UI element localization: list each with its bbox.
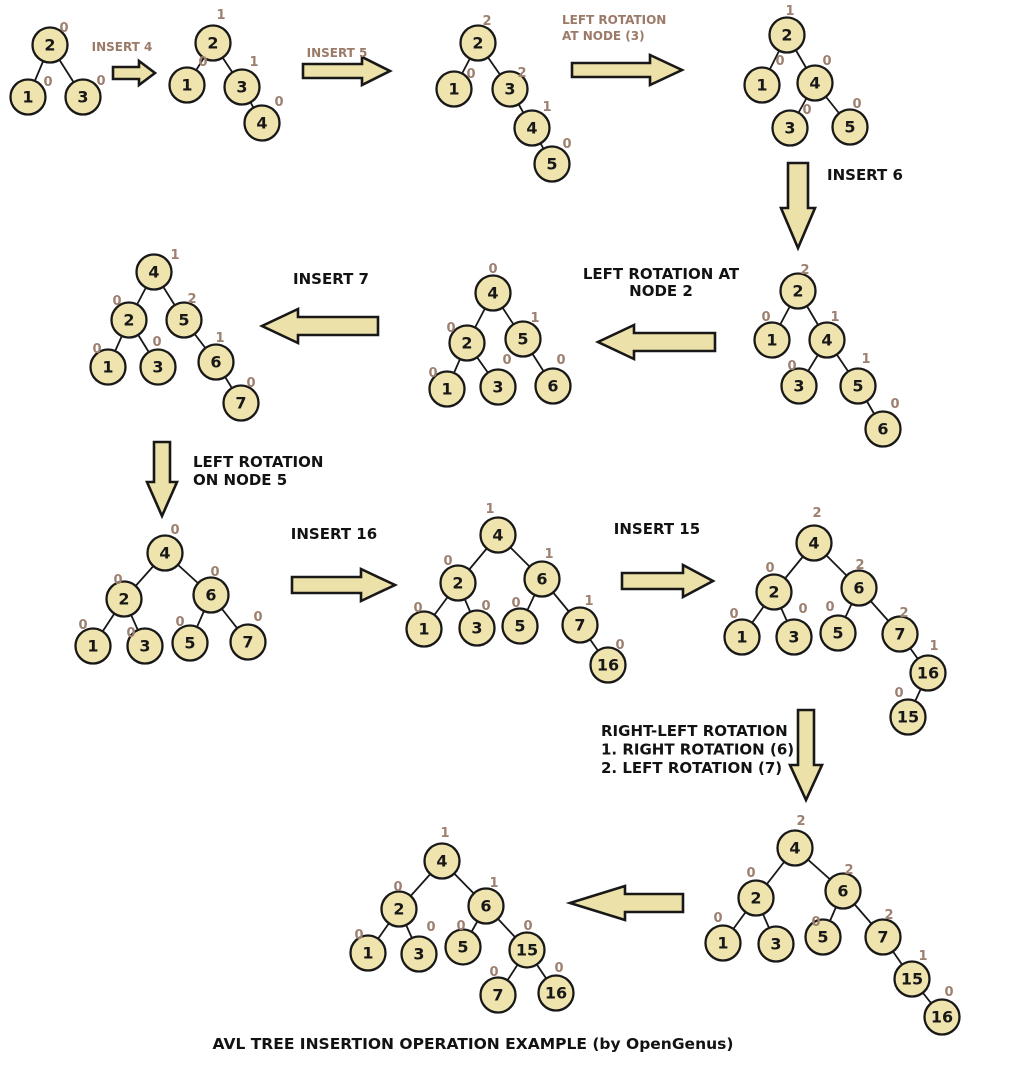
- arrow-insert-5: [303, 46, 390, 85]
- arrow-label: INSERT 15: [613, 520, 701, 538]
- node-value: 2: [393, 899, 405, 919]
- node-value: 3: [788, 627, 800, 647]
- balance-factor: 0: [246, 376, 256, 391]
- block-arrow: [570, 886, 683, 920]
- node-value: 6: [877, 419, 889, 439]
- balance-factor: 0: [489, 965, 499, 980]
- node-value: 16: [544, 983, 568, 1003]
- node-value: 2: [781, 25, 793, 45]
- node-value: 4: [821, 330, 833, 350]
- arrow-label: 1. RIGHT ROTATION (6): [601, 740, 795, 759]
- balance-factor: 1: [929, 639, 939, 654]
- arrow-to-final: [570, 886, 683, 920]
- balance-factor: 0: [729, 607, 739, 622]
- node-value: 4: [789, 838, 801, 858]
- node-value: 4: [808, 533, 820, 553]
- node-value: 5: [844, 117, 856, 137]
- tree-11-after-right-rotation: [706, 814, 960, 1035]
- node-value: 4: [526, 118, 538, 138]
- balance-factor: 2: [844, 863, 854, 878]
- arrow-label: INSERT 4: [91, 40, 153, 54]
- balance-factor: 0: [426, 920, 436, 935]
- node-value: 3: [492, 377, 504, 397]
- node-value: 6: [480, 896, 492, 916]
- tree-12-final: [351, 826, 574, 1013]
- balance-factor: 0: [393, 880, 403, 895]
- tree-3-after-insert-5: [437, 14, 572, 182]
- arrow-insert-16: [291, 525, 395, 601]
- balance-factor: 0: [502, 353, 512, 368]
- balance-factor: 0: [481, 599, 491, 614]
- node-value: 4: [492, 525, 504, 545]
- balance-factor: 1: [530, 311, 540, 326]
- node-value: 5: [832, 623, 844, 643]
- node-value: 4: [809, 73, 821, 93]
- node-value: 7: [235, 393, 247, 413]
- balance-factor: 0: [765, 561, 775, 576]
- balance-factor: 2: [796, 814, 806, 829]
- balance-factor: 0: [944, 985, 954, 1000]
- node-value: 5: [817, 927, 829, 947]
- balance-factor: 0: [253, 610, 263, 625]
- balance-factor: 0: [152, 335, 162, 350]
- balance-factor: 2: [899, 606, 909, 621]
- balance-factor: 0: [890, 397, 900, 412]
- node-value: 3: [413, 944, 425, 964]
- node-value: 6: [205, 585, 217, 605]
- node-value: 2: [207, 33, 219, 53]
- balance-factor: 2: [800, 263, 810, 278]
- balance-factor: 0: [787, 359, 797, 374]
- tree-7-after-insert-7: [91, 248, 259, 421]
- node-value: 4: [148, 262, 160, 282]
- node-value: 1: [756, 75, 768, 95]
- node-value: 3: [784, 118, 796, 138]
- block-arrow: [262, 309, 378, 343]
- node-value: 5: [184, 633, 196, 653]
- block-arrow: [572, 55, 682, 85]
- arrow-insert-6: [781, 163, 903, 248]
- balance-factor: 0: [446, 321, 456, 336]
- node-value: 6: [547, 376, 559, 396]
- node-value: 6: [536, 569, 548, 589]
- balance-factor: 0: [798, 602, 808, 617]
- node-value: 1: [181, 75, 193, 95]
- arrow-insert-7: [262, 270, 378, 343]
- tree-4-after-left-rotation-node-3: [745, 4, 868, 146]
- arrow-right-left-rotation: [601, 710, 822, 800]
- node-value: 1: [736, 627, 748, 647]
- node-value: 6: [853, 578, 865, 598]
- node-value: 7: [894, 624, 906, 644]
- balance-factor: 1: [216, 8, 226, 23]
- balance-factor: 2: [517, 66, 527, 81]
- balance-factor: 0: [554, 961, 564, 976]
- node-value: 1: [418, 619, 430, 639]
- node-value: 4: [256, 113, 268, 133]
- node-value: 7: [492, 985, 504, 1005]
- node-value: 2: [750, 888, 762, 908]
- node-value: 2: [472, 33, 484, 53]
- node-value: 4: [436, 851, 448, 871]
- arrow-label: NODE 2: [629, 282, 693, 300]
- arrow-label: AT NODE (3): [562, 29, 645, 43]
- arrow-left-rotation-node-2: [583, 265, 740, 359]
- arrow-label: INSERT 5: [306, 46, 368, 60]
- balance-factor: 0: [852, 97, 862, 112]
- node-value: 6: [210, 352, 222, 372]
- balance-factor: 0: [825, 600, 835, 615]
- node-value: 1: [441, 379, 453, 399]
- node-value: 16: [930, 1007, 954, 1027]
- block-arrow: [622, 565, 713, 597]
- node-value: 6: [837, 881, 849, 901]
- balance-factor: 0: [210, 565, 220, 580]
- balance-factor: 0: [112, 294, 122, 309]
- node-value: 5: [517, 329, 529, 349]
- block-arrow: [147, 442, 177, 516]
- balance-factor: 2: [187, 292, 197, 307]
- node-value: 5: [852, 376, 864, 396]
- balance-factor: 0: [562, 137, 572, 152]
- tree-8-after-left-rotation-node-5: [76, 523, 266, 664]
- balance-factor: 0: [43, 75, 53, 90]
- node-value: 2: [768, 582, 780, 602]
- balance-factor: 0: [198, 55, 208, 70]
- node-value: 1: [448, 79, 460, 99]
- tree-5-after-insert-6: [755, 263, 901, 447]
- node-value: 5: [178, 310, 190, 330]
- block-arrow: [598, 325, 715, 359]
- node-value: 3: [793, 376, 805, 396]
- node-value: 15: [515, 940, 539, 960]
- node-value: 3: [770, 934, 782, 954]
- node-value: 15: [896, 707, 920, 727]
- tree-10-after-insert-15: [725, 506, 946, 735]
- balance-factor: 1: [785, 4, 795, 19]
- arrow-label: INSERT 16: [290, 525, 378, 543]
- node-value: 4: [159, 543, 171, 563]
- balance-factor: 0: [802, 103, 812, 118]
- balance-factor: 0: [523, 919, 533, 934]
- node-value: 15: [900, 969, 924, 989]
- balance-factor: 1: [861, 352, 871, 367]
- balance-factor: 1: [584, 594, 594, 609]
- balance-factor: 0: [466, 67, 476, 82]
- node-value: 16: [916, 663, 940, 683]
- node-value: 1: [87, 636, 99, 656]
- balance-factor: 2: [812, 506, 822, 521]
- tree-2-after-insert-4: [170, 8, 284, 141]
- balance-factor: 0: [428, 366, 438, 381]
- balance-factor: 1: [918, 949, 928, 964]
- balance-factor: 0: [811, 915, 821, 930]
- balance-factor: 0: [96, 74, 106, 89]
- balance-factor: 0: [274, 95, 284, 110]
- node-value: 1: [22, 87, 34, 107]
- tree-9-after-insert-16: [407, 502, 626, 683]
- balance-factor: 0: [170, 523, 180, 538]
- balance-factor: 0: [761, 310, 771, 325]
- balance-factor: 1: [542, 100, 552, 115]
- block-arrow: [781, 163, 815, 248]
- block-arrow: [113, 61, 155, 85]
- node-value: 1: [362, 943, 374, 963]
- node-value: 4: [487, 283, 499, 303]
- arrow-left-rotation-node-5: [147, 442, 323, 516]
- balance-factor: 0: [78, 618, 88, 633]
- balance-factor: 0: [894, 686, 904, 701]
- node-value: 3: [471, 618, 483, 638]
- node-value: 1: [717, 933, 729, 953]
- node-value: 2: [123, 310, 135, 330]
- balance-factor: 1: [485, 502, 495, 517]
- node-value: 1: [102, 357, 114, 377]
- balance-factor: 1: [544, 547, 554, 562]
- balance-factor: 1: [440, 826, 450, 841]
- node-value: 5: [514, 616, 526, 636]
- arrow-insert-15: [614, 520, 713, 597]
- arrow-left-rotation-node-3: [562, 13, 682, 85]
- balance-factor: 0: [713, 911, 723, 926]
- arrow-label: RIGHT-LEFT ROTATION: [601, 722, 788, 740]
- node-value: 2: [118, 589, 130, 609]
- arrow-label: LEFT ROTATION: [562, 13, 667, 27]
- balance-factor: 0: [822, 54, 832, 69]
- balance-factor: 1: [170, 248, 180, 263]
- node-value: 3: [152, 357, 164, 377]
- node-value: 1: [766, 330, 778, 350]
- block-arrow: [292, 569, 395, 601]
- balance-factor: 0: [59, 21, 69, 36]
- balance-factor: 0: [113, 573, 123, 588]
- node-value: 7: [877, 927, 889, 947]
- node-value: 2: [792, 281, 804, 301]
- block-arrow: [790, 710, 822, 800]
- balance-factor: 0: [615, 638, 625, 653]
- balance-factor: 1: [489, 876, 499, 891]
- balance-factor: 0: [413, 601, 423, 616]
- arrow-label: INSERT 7: [293, 270, 369, 288]
- node-value: 7: [242, 632, 254, 652]
- balance-factor: 0: [456, 919, 466, 934]
- balance-factor: 0: [443, 554, 453, 569]
- balance-factor: 0: [92, 342, 102, 357]
- node-value: 7: [574, 615, 586, 635]
- node-value: 3: [504, 79, 516, 99]
- node-value: 2: [452, 573, 464, 593]
- tree-1-initial: [11, 21, 106, 115]
- node-value: 5: [457, 937, 469, 957]
- balance-factor: 0: [126, 626, 136, 641]
- block-arrow: [303, 57, 390, 85]
- arrow-label: ON NODE 5: [193, 471, 288, 489]
- balance-factor: 1: [215, 331, 225, 346]
- arrow-label: 2. LEFT ROTATION (7): [601, 759, 783, 777]
- diagram-caption: AVL TREE INSERTION OPERATION EXAMPLE (by OpenGenus): [212, 1035, 734, 1053]
- balance-factor: 2: [884, 908, 894, 923]
- balance-factor: 1: [830, 310, 840, 325]
- node-value: 3: [77, 87, 89, 107]
- balance-factor: 1: [249, 55, 259, 70]
- balance-factor: 0: [775, 54, 785, 69]
- arrow-label: LEFT ROTATION AT: [582, 265, 740, 283]
- node-value: 3: [139, 636, 151, 656]
- node-value: 2: [44, 35, 56, 55]
- balance-factor: 0: [175, 615, 185, 630]
- arrow-label: INSERT 6: [827, 166, 903, 184]
- balance-factor: 0: [354, 928, 364, 943]
- balance-factor: 0: [511, 596, 521, 611]
- tree-6-after-left-rotation-node-2: [428, 262, 570, 407]
- arrow-label: LEFT ROTATION: [193, 453, 324, 471]
- balance-factor: 0: [556, 353, 566, 368]
- node-value: 3: [236, 77, 248, 97]
- node-value: 16: [596, 655, 620, 675]
- node-value: 5: [546, 154, 558, 174]
- balance-factor: 0: [488, 262, 498, 277]
- balance-factor: 0: [746, 866, 756, 881]
- balance-factor: 2: [855, 558, 865, 573]
- node-value: 2: [461, 333, 473, 353]
- balance-factor: 2: [482, 14, 492, 29]
